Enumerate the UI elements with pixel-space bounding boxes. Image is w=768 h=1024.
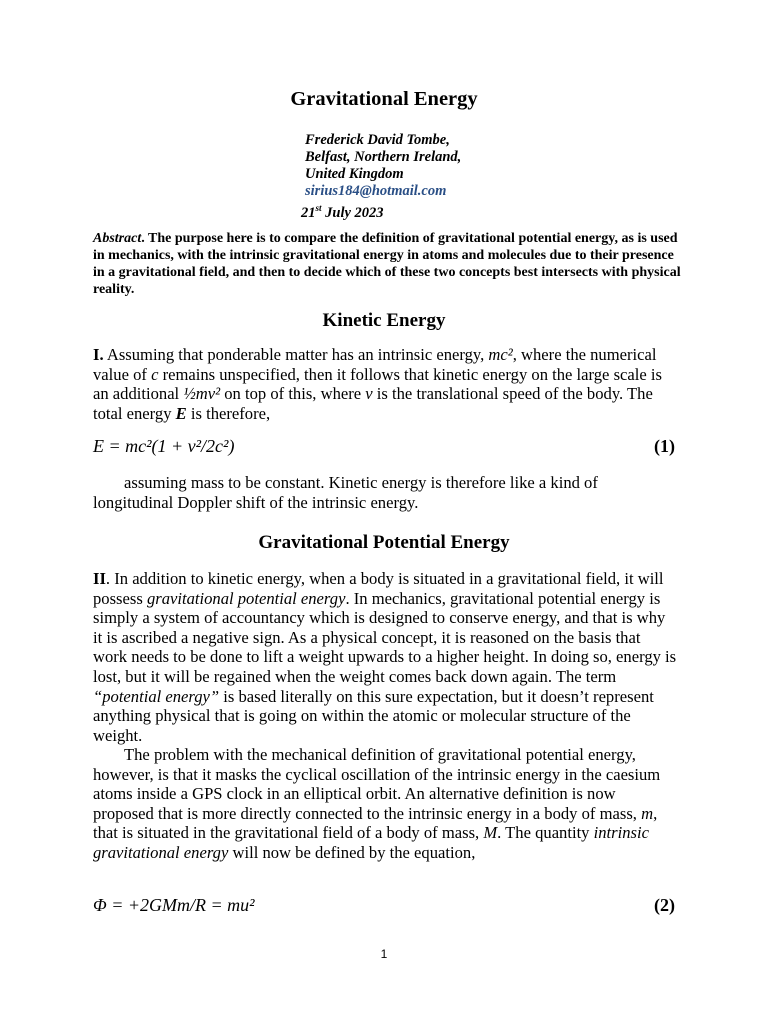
math-M: M	[483, 823, 498, 843]
equation-2	[93, 895, 675, 917]
math-v: v	[365, 384, 373, 404]
publication-date	[301, 200, 461, 222]
section1-paragraph	[93, 345, 678, 423]
author-country: United Kingdom	[305, 166, 404, 182]
date-rest: July 2023	[321, 204, 384, 221]
text-run: . In addition to kinetic energy, when a body is situated in a gravitational field, it will possess	[93, 569, 664, 608]
page-title: Gravitational Energy	[290, 88, 478, 110]
section2-paragraph-1	[93, 569, 678, 745]
section1-roman-numeral: I.	[93, 345, 104, 364]
author-name: Frederick David Tombe,	[305, 132, 450, 148]
text-run: . The quantity	[497, 823, 594, 843]
math-c: c	[151, 364, 159, 384]
equation-2-expression: Φ = +2GMm/R = mu²	[93, 895, 255, 915]
text-run: on top of this, where	[220, 384, 366, 404]
date-day: 21	[301, 204, 316, 221]
abstract-label: Abstract	[93, 231, 142, 246]
emphasis-potential-energy: “potential energy”	[93, 686, 220, 706]
text-run: remains unspecified, then it follows that kinetic energy on the large scale is an additional	[93, 364, 662, 404]
text-run: . In mechanics, gravitational potential energy is simply a system of accountancy which is designed to conserve energy, and that is why it is ascribed a negative sign. As a physical concept, it is reasoned on the basis that work needs to be done to lift a weight upwards to a higher height. In doing so, energy is lost, but it will be regained when the weight comes back down again. The term	[93, 588, 677, 686]
text-run: Assuming that ponderable matter has an intrinsic energy,	[103, 345, 489, 364]
section-heading-kinetic-energy: Kinetic Energy	[322, 310, 446, 331]
abstract-text: . The purpose here is to compare the definition of gravitational potential energy, as is used in mechanics, with the intrinsic gravitational energy in atoms and molecules due to their presence in a gravitational field, and then to decide which of these two concepts best intersects with physical reality.	[93, 231, 681, 297]
date-suffix: st	[315, 203, 322, 213]
section2-paragraph-2	[93, 745, 678, 863]
math-E: E	[175, 403, 187, 423]
text-run: is the translational speed of the body. The total energy	[93, 384, 653, 423]
section1-continuation: assuming mass to be constant. Kinetic energy is therefore like a kind of longitudinal Doppler shift of the intrinsic energy.	[93, 473, 598, 512]
text-run: The problem with the mechanical definition of gravitational potential energy, however, is that it masks the cyclical oscillation of the intrinsic energy in the caesium atoms inside a GPS clock in an elliptical orbit. An alternative definition is now proposed that is more directly connected to the intrinsic energy in a body of mass,	[93, 745, 661, 823]
equation-1	[93, 436, 675, 458]
author-block	[301, 132, 462, 222]
page-number: 1	[380, 947, 388, 961]
equation-2-number: (2)	[654, 895, 675, 915]
section2-roman-numeral: II	[93, 569, 106, 588]
math-mc2: mc²	[488, 345, 513, 364]
text-run: will now be defined by the equation,	[228, 842, 476, 862]
text-run: is therefore,	[186, 403, 271, 423]
emphasis-ige: intrinsic gravitational energy	[93, 823, 649, 862]
equation-1-expression: E = mc²(1 + v²/2c²)	[93, 436, 235, 456]
section-heading-gravitational-potential-energy: Gravitational Potential Energy	[258, 532, 510, 553]
abstract	[93, 230, 688, 298]
math-half-mv2: ½mv²	[183, 384, 221, 404]
emphasis-gpe: gravitational potential energy	[146, 588, 346, 608]
text-run: , that is situated in the gravitational field of a body of mass,	[93, 803, 658, 843]
text-run: is based literally on this sure expectation, but it doesn’t represent anything physical that is going on within the atomic or molecular structure of the weight.	[93, 686, 654, 745]
author-city: Belfast, Northern Ireland,	[305, 149, 462, 165]
author-email-link[interactable]: sirius184@hotmail.com	[305, 183, 447, 199]
text-run: , where the numerical value of	[93, 345, 657, 384]
math-m: m	[641, 803, 654, 823]
equation-1-number: (1)	[654, 436, 675, 456]
